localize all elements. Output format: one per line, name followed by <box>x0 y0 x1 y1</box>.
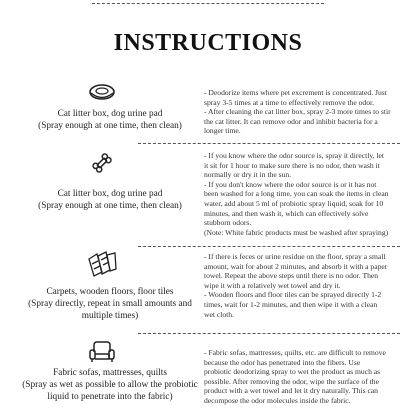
section-2-caption <box>10 188 210 212</box>
top-divider <box>92 3 324 4</box>
caption-line: Fabric sofas, mattresses, quilts <box>53 368 167 378</box>
desc-line: because the odor has penetrated into the fibers. Use <box>204 357 361 367</box>
caption-line: multiple times) <box>81 311 139 321</box>
desc-line: wet cloth. <box>204 309 234 319</box>
caption-line: liquid to penetrate into the fabric) <box>47 392 173 402</box>
desc-line: wipe it with a relatively wet towel and dry it. <box>204 280 341 290</box>
caption-line: (Spray enough at one time, then clean) <box>38 201 182 211</box>
caption-line: (Spray as wet as possible to allow the probiotic <box>22 380 198 390</box>
desc-line: product with a wet towel and let it dry naturally. This can <box>204 386 378 396</box>
pet-bed-icon <box>88 80 116 102</box>
section-divider <box>138 246 400 247</box>
desc-line: been washed for a long time, you can soak the items in clean <box>204 189 389 199</box>
page-title: INSTRUCTIONS <box>113 30 303 56</box>
section-divider <box>138 333 400 334</box>
section-2-description <box>204 151 409 237</box>
desc-line: spray 3-5 times at a time to effectively remove the odor. <box>204 97 375 107</box>
section-1-description <box>204 88 409 136</box>
section-divider <box>138 143 400 144</box>
desc-line: - If you don't know where the odor source is or it has not <box>204 179 377 189</box>
desc-line: longer time. <box>204 126 241 136</box>
desc-line: - If there is feces or urine residue on the floor, spray a small <box>204 252 386 261</box>
desc-line: water, add about 5 ml of probiotic spray liquid, soak for 10 <box>204 198 384 208</box>
desc-line: it sit for 1 hour to make sure there is no odor, then wash it <box>204 160 380 170</box>
section-4-description <box>204 348 409 406</box>
desc-line: - If you know where the odor source is, spray it directly, let <box>204 151 385 160</box>
desc-line: possible. After removing the odor, wipe the surface of the <box>204 376 379 386</box>
caption-line: (Spray enough at one time, then clean) <box>38 121 182 131</box>
caption-line: (Spray directly, repeat in small amounts and <box>28 299 192 309</box>
desc-line: minutes, and then wash it, which can effectively solve <box>204 208 369 218</box>
dog-bone-icon <box>90 151 114 175</box>
section-3-description <box>204 252 409 319</box>
desc-line: the cat litter. It can remove odor and inhibit bacteria for a <box>204 116 378 126</box>
desc-line: - Wooden floors and floor tiles can be sprayed directly 1-2 <box>204 290 382 300</box>
desc-line: (Note: White fabric products must be washed after spraying) <box>204 227 389 237</box>
desc-line: times, wait for 1-2 minutes, and then wipe it with a clean <box>204 299 378 309</box>
desc-line: probiotic deodorizing spray to wet the product as much as <box>204 367 381 377</box>
desc-line: decompose the odor molecules inside the fabric. <box>204 395 351 405</box>
caption-line: Cat litter box, dog urine pad <box>57 189 163 199</box>
desc-line: normally or dry it in the sun. <box>204 170 292 180</box>
desc-line: - Deodorize items where pet excrement is concentrated. Just <box>204 88 387 97</box>
caption-line: Carpets, wooden floors, floor tiles <box>46 287 174 297</box>
desc-line: amount, wait for about 2 minutes, and absorb it with a paper <box>204 261 388 271</box>
desc-line: - After cleaning the cat litter box, spray 2-3 more times to stir <box>204 107 391 117</box>
floor-tiles-icon <box>86 250 118 278</box>
desc-line: stubborn odors. <box>204 218 252 228</box>
section-1-caption <box>10 108 210 132</box>
caption-line: Cat litter box, dog urine pad <box>57 109 163 119</box>
section-4-caption <box>10 367 210 403</box>
sofa-icon <box>88 340 116 364</box>
desc-line: towel. Repeat the above steps until there is no odor. Then <box>204 271 379 281</box>
section-3-caption <box>10 286 210 322</box>
desc-line: - Fabric sofas, mattresses, quilts, etc. are difficult to remove <box>204 348 386 357</box>
